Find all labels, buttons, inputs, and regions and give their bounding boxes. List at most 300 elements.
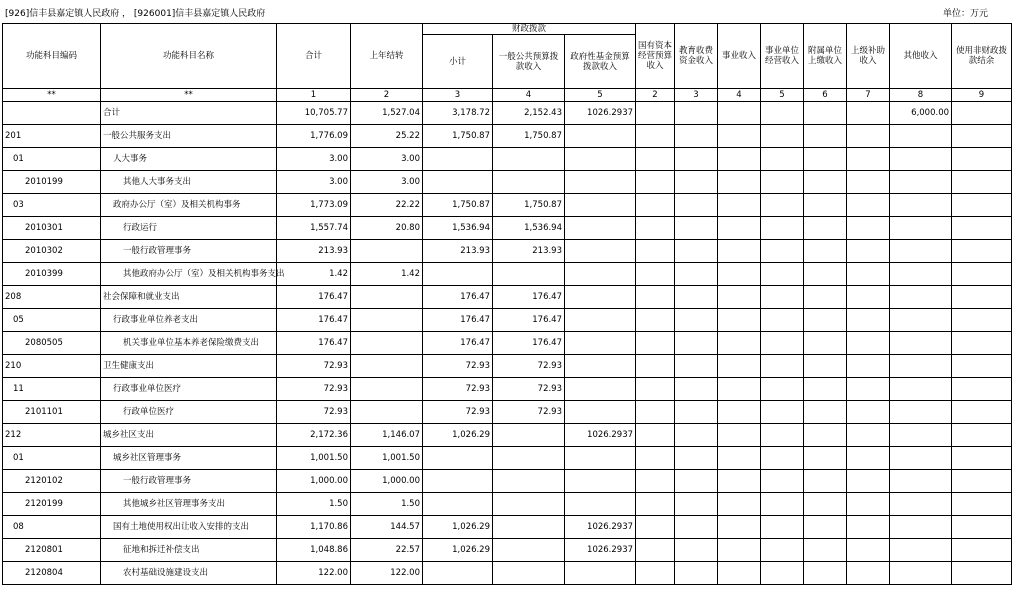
cell-name: 合计 (101, 102, 277, 125)
cell-code: 01 (3, 447, 101, 470)
cell-value (847, 539, 890, 562)
cell-value (351, 401, 423, 424)
cell-value: 144.57 (351, 516, 423, 539)
cell-value (804, 562, 847, 585)
column-number-cell: 5 (761, 89, 804, 102)
cell-value (423, 562, 493, 585)
cell-name: 一般行政管理事务 (101, 240, 277, 263)
cell-value (952, 516, 1012, 539)
cell-code: 05 (3, 309, 101, 332)
cell-value (636, 378, 675, 401)
cell-value: 1,000.00 (277, 470, 351, 493)
cell-value: 1,170.86 (277, 516, 351, 539)
cell-value (636, 562, 675, 585)
cell-value: 72.93 (493, 378, 565, 401)
cell-value (761, 102, 804, 125)
cell-value (804, 309, 847, 332)
cell-value (675, 332, 718, 355)
column-number-row (3, 89, 1012, 102)
cell-value (847, 125, 890, 148)
cell-code: 2120199 (3, 493, 101, 516)
cell-name: 其他政府办公厅（室）及相关机构事务支出 (101, 263, 277, 286)
cell-value (718, 424, 761, 447)
table-row (3, 355, 1012, 378)
table-row (3, 240, 1012, 263)
cell-value: 122.00 (351, 562, 423, 585)
col-header-total: 合计 (277, 24, 351, 89)
cell-name: 一般公共服务支出 (101, 125, 277, 148)
cell-value (804, 148, 847, 171)
cell-value (565, 470, 636, 493)
cell-value (847, 286, 890, 309)
cell-name: 行政运行 (101, 217, 277, 240)
cell-value: 1.50 (351, 493, 423, 516)
cell-value: 1,773.09 (277, 194, 351, 217)
cell-value (952, 194, 1012, 217)
cell-value (718, 332, 761, 355)
cell-value (493, 447, 565, 470)
cell-value (565, 240, 636, 263)
cell-code: 2010302 (3, 240, 101, 263)
cell-value (718, 240, 761, 263)
cell-value (890, 447, 952, 470)
cell-value: 1,026.29 (423, 539, 493, 562)
cell-value (675, 539, 718, 562)
cell-value (890, 539, 952, 562)
col-header-biz-unit: 事业单位经营收入 (761, 24, 804, 89)
unit-label: 单位：万元 (942, 9, 988, 19)
cell-value (565, 263, 636, 286)
cell-value (890, 217, 952, 240)
cell-value: 72.93 (277, 378, 351, 401)
column-number-cell: 4 (493, 89, 565, 102)
cell-code: 03 (3, 194, 101, 217)
cell-value (804, 263, 847, 286)
cell-value: 2,152.43 (493, 102, 565, 125)
cell-value (493, 171, 565, 194)
cell-value: 22.22 (351, 194, 423, 217)
col-header-business: 事业收入 (718, 24, 761, 89)
table-row (3, 125, 1012, 148)
column-number-cell: 1 (277, 89, 351, 102)
cell-value (351, 378, 423, 401)
cell-value (890, 401, 952, 424)
cell-value (718, 171, 761, 194)
cell-value (804, 171, 847, 194)
col-header-superior: 上级补助收入 (847, 24, 890, 89)
col-header-edu-fee: 教育收费资金收入 (675, 24, 718, 89)
cell-code (3, 102, 101, 125)
cell-value (423, 447, 493, 470)
cell-value (636, 148, 675, 171)
cell-value (761, 171, 804, 194)
cell-code: 210 (3, 355, 101, 378)
cell-name: 一般行政管理事务 (101, 470, 277, 493)
cell-value (718, 148, 761, 171)
cell-value: 22.57 (351, 539, 423, 562)
table-row (3, 263, 1012, 286)
cell-value (675, 286, 718, 309)
cell-value (952, 493, 1012, 516)
cell-value (804, 470, 847, 493)
cell-value (718, 125, 761, 148)
cell-value: 3.00 (277, 171, 351, 194)
cell-value (804, 516, 847, 539)
cell-value (565, 171, 636, 194)
cell-value (890, 424, 952, 447)
cell-value (565, 378, 636, 401)
cell-value (493, 562, 565, 585)
cell-value (351, 355, 423, 378)
table-row (3, 286, 1012, 309)
cell-value (675, 447, 718, 470)
cell-value: 176.47 (277, 286, 351, 309)
cell-value (952, 470, 1012, 493)
cell-value (351, 309, 423, 332)
column-number-cell: 7 (847, 89, 890, 102)
cell-value: 213.93 (493, 240, 565, 263)
col-header-gov-fund: 政府性基金预算拨款收入 (565, 35, 636, 89)
cell-value: 1,026.29 (423, 424, 493, 447)
cell-code: 08 (3, 516, 101, 539)
col-header-non-fiscal: 使用非财政拨款结余 (952, 24, 1012, 89)
cell-value (565, 194, 636, 217)
cell-value (718, 470, 761, 493)
cell-value (804, 286, 847, 309)
cell-name: 行政事业单位养老支出 (101, 309, 277, 332)
cell-value: 1.50 (277, 493, 351, 516)
cell-value (847, 102, 890, 125)
cell-value (952, 171, 1012, 194)
col-group-fiscal: 财政拨款 (423, 24, 636, 35)
cell-value: 1,527.04 (351, 102, 423, 125)
col-header-subtotal: 小计 (423, 35, 493, 89)
column-number-cell: 4 (718, 89, 761, 102)
cell-value (847, 493, 890, 516)
cell-value (636, 516, 675, 539)
cell-value (351, 286, 423, 309)
cell-code: 2120102 (3, 470, 101, 493)
cell-value (636, 309, 675, 332)
cell-value (675, 516, 718, 539)
table-row (3, 332, 1012, 355)
cell-value (636, 217, 675, 240)
cell-value: 176.47 (423, 286, 493, 309)
cell-value (847, 263, 890, 286)
cell-value (847, 424, 890, 447)
cell-value: 1,001.50 (277, 447, 351, 470)
cell-name: 城乡社区管理事务 (101, 447, 277, 470)
cell-value (718, 194, 761, 217)
cell-code: 2010301 (3, 217, 101, 240)
cell-value: 1026.2937 (565, 424, 636, 447)
cell-name: 其他人大事务支出 (101, 171, 277, 194)
agency-header: [926]信丰县嘉定镇人民政府 ， [926001]信丰县嘉定镇人民政府 (5, 9, 266, 19)
cell-value (952, 539, 1012, 562)
cell-value: 20.80 (351, 217, 423, 240)
cell-value: 1,146.07 (351, 424, 423, 447)
cell-value (636, 125, 675, 148)
cell-value (565, 355, 636, 378)
cell-value (847, 332, 890, 355)
cell-value (890, 240, 952, 263)
cell-value (761, 332, 804, 355)
cell-value (847, 217, 890, 240)
cell-value: 10,705.77 (277, 102, 351, 125)
table-body (3, 89, 1012, 585)
cell-value (952, 125, 1012, 148)
cell-value: 1.42 (277, 263, 351, 286)
cell-value: 176.47 (423, 332, 493, 355)
cell-value: 176.47 (493, 309, 565, 332)
cell-value (761, 309, 804, 332)
table-row (3, 516, 1012, 539)
cell-value (952, 263, 1012, 286)
cell-value (493, 516, 565, 539)
cell-code: 2080505 (3, 332, 101, 355)
cell-value (847, 516, 890, 539)
cell-value: 1.42 (351, 263, 423, 286)
cell-name: 征地和拆迁补偿支出 (101, 539, 277, 562)
cell-name: 行政单位医疗 (101, 401, 277, 424)
cell-value (890, 171, 952, 194)
col-header-other: 其他收入 (890, 24, 952, 89)
cell-value (636, 286, 675, 309)
cell-value (847, 309, 890, 332)
cell-value (565, 562, 636, 585)
cell-value (952, 148, 1012, 171)
cell-value: 1,750.87 (423, 194, 493, 217)
cell-value (804, 378, 847, 401)
cell-value: 3.00 (351, 148, 423, 171)
cell-value (718, 286, 761, 309)
table-row (3, 562, 1012, 585)
cell-value (636, 102, 675, 125)
cell-value (423, 263, 493, 286)
cell-value (675, 194, 718, 217)
cell-value: 1,750.87 (493, 125, 565, 148)
table-row (3, 447, 1012, 470)
cell-value (847, 148, 890, 171)
cell-value (565, 332, 636, 355)
cell-value (890, 194, 952, 217)
cell-name: 社会保障和就业支出 (101, 286, 277, 309)
cell-value: 176.47 (423, 309, 493, 332)
cell-value (423, 148, 493, 171)
cell-value (675, 355, 718, 378)
cell-value (847, 562, 890, 585)
cell-value (952, 378, 1012, 401)
cell-value (761, 378, 804, 401)
table-row (3, 217, 1012, 240)
table-row (3, 539, 1012, 562)
cell-value (890, 309, 952, 332)
cell-name: 城乡社区支出 (101, 424, 277, 447)
cell-value (351, 240, 423, 263)
cell-value (565, 286, 636, 309)
cell-value (890, 516, 952, 539)
column-number-cell: 2 (351, 89, 423, 102)
cell-value: 3,178.72 (423, 102, 493, 125)
cell-value (952, 286, 1012, 309)
cell-value (675, 401, 718, 424)
cell-value: 25.22 (351, 125, 423, 148)
cell-value: 1026.2937 (565, 102, 636, 125)
cell-value (675, 263, 718, 286)
cell-code: 2010399 (3, 263, 101, 286)
cell-value (718, 378, 761, 401)
cell-value (675, 378, 718, 401)
cell-value: 1,557.74 (277, 217, 351, 240)
cell-code: 01 (3, 148, 101, 171)
cell-name: 卫生健康支出 (101, 355, 277, 378)
cell-value (718, 562, 761, 585)
cell-value (636, 424, 675, 447)
cell-value (718, 217, 761, 240)
cell-value (675, 424, 718, 447)
cell-code: 212 (3, 424, 101, 447)
cell-value (890, 470, 952, 493)
cell-value (890, 562, 952, 585)
cell-value: 72.93 (423, 378, 493, 401)
cell-value (636, 171, 675, 194)
cell-value (636, 447, 675, 470)
cell-value (761, 447, 804, 470)
column-number-cell: 3 (675, 89, 718, 102)
cell-value: 1,000.00 (351, 470, 423, 493)
cell-value (565, 493, 636, 516)
cell-value (423, 171, 493, 194)
cell-name: 人大事务 (101, 148, 277, 171)
cell-value (890, 378, 952, 401)
cell-value (675, 148, 718, 171)
cell-value (847, 194, 890, 217)
cell-value (636, 194, 675, 217)
cell-value (952, 217, 1012, 240)
column-number-cell: 2 (636, 89, 675, 102)
cell-value (761, 493, 804, 516)
cell-value: 213.93 (423, 240, 493, 263)
table-row (3, 493, 1012, 516)
cell-value (952, 401, 1012, 424)
cell-value (675, 171, 718, 194)
cell-value (675, 493, 718, 516)
cell-value (952, 309, 1012, 332)
table-row (3, 309, 1012, 332)
cell-value (847, 171, 890, 194)
cell-value: 1,750.87 (493, 194, 565, 217)
cell-code: 2101101 (3, 401, 101, 424)
cell-value (565, 148, 636, 171)
column-number-cell: 8 (890, 89, 952, 102)
cell-value (675, 102, 718, 125)
col-header-general-budget: 一般公共预算拨款收入 (493, 35, 565, 89)
column-number-cell: 3 (423, 89, 493, 102)
cell-value (636, 332, 675, 355)
cell-value: 2,172.36 (277, 424, 351, 447)
cell-value (761, 125, 804, 148)
cell-value (847, 355, 890, 378)
cell-value (718, 309, 761, 332)
cell-value (493, 539, 565, 562)
column-number-cell: 5 (565, 89, 636, 102)
column-number-cell: 9 (952, 89, 1012, 102)
cell-value (565, 309, 636, 332)
cell-value (493, 424, 565, 447)
cell-value (804, 217, 847, 240)
cell-code: 11 (3, 378, 101, 401)
col-header-carryover: 上年结转 (351, 24, 423, 89)
cell-value (761, 539, 804, 562)
cell-value: 72.93 (493, 401, 565, 424)
cell-value (761, 263, 804, 286)
cell-value: 6,000.00 (890, 102, 952, 125)
cell-value: 176.47 (493, 286, 565, 309)
cell-value (636, 355, 675, 378)
cell-value (847, 378, 890, 401)
cell-value (804, 539, 847, 562)
cell-value: 72.93 (423, 355, 493, 378)
cell-value (804, 240, 847, 263)
cell-value: 213.93 (277, 240, 351, 263)
cell-value (636, 539, 675, 562)
table-row (3, 194, 1012, 217)
cell-value: 72.93 (423, 401, 493, 424)
cell-value (675, 125, 718, 148)
cell-value (675, 217, 718, 240)
cell-value (493, 148, 565, 171)
cell-name: 农村基础设施建设支出 (101, 562, 277, 585)
cell-value (952, 447, 1012, 470)
cell-value (718, 401, 761, 424)
cell-code: 2010199 (3, 171, 101, 194)
cell-value (493, 263, 565, 286)
cell-value (761, 286, 804, 309)
cell-value (847, 401, 890, 424)
cell-value (718, 263, 761, 286)
cell-value (636, 470, 675, 493)
cell-value (952, 355, 1012, 378)
col-header-code: 功能科目编码 (3, 24, 101, 89)
cell-value (675, 562, 718, 585)
cell-value: 122.00 (277, 562, 351, 585)
cell-value (493, 493, 565, 516)
table-row (3, 470, 1012, 493)
column-number-cell: 6 (804, 89, 847, 102)
cell-name: 行政事业单位医疗 (101, 378, 277, 401)
cell-value (847, 470, 890, 493)
cell-value (675, 470, 718, 493)
cell-name: 政府办公厅（室）及相关机构事务 (101, 194, 277, 217)
cell-value (952, 562, 1012, 585)
cell-value (761, 148, 804, 171)
cell-name: 机关事业单位基本养老保险缴费支出 (101, 332, 277, 355)
cell-value (636, 263, 675, 286)
column-number-cell: ** (3, 89, 101, 102)
cell-name: 国有土地使用权出让收入安排的支出 (101, 516, 277, 539)
cell-value (718, 102, 761, 125)
table-row (3, 171, 1012, 194)
cell-value: 1026.2937 (565, 516, 636, 539)
cell-value (890, 263, 952, 286)
cell-value (804, 447, 847, 470)
cell-value (718, 493, 761, 516)
cell-value (565, 401, 636, 424)
cell-value (565, 125, 636, 148)
table-row (3, 378, 1012, 401)
cell-value: 1026.2937 (565, 539, 636, 562)
cell-value (761, 355, 804, 378)
